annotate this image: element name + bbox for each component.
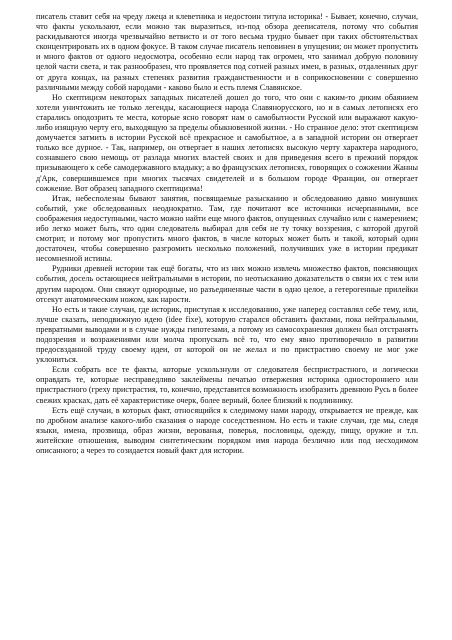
paragraph-1: писатель ставит себя на чреду лжеца и клеветника и недостоин титула историка! - Бывает, конечно, случаи, что факты ускользают, если можно так выразиться, из-под обзора деепиcателя, потому что события раскидываются иногда чрезвычайно ветвисто и от того весьма трудно бывает при таких обстоятельствах сконцентрировать их в одном фокусе. В таком случае писатель неповинен в упущении; он может пропустить и много фактов от одного недосмотра, особенно если народ так огромен, что занимал добрую половину целой части света, и так разнообразен, что проявляется под сотней разных имен, в разных, отдаленных друг от друга концах, на разных степенях развития гражданственности и в соприкосновении с совершенно различными между собой народами - каково было и есть племя Славянское. (36, 12, 418, 92)
paragraph-2: Но скептицизм некоторых западных писателей дошел до того, что они с каким-то диким обаянием хотели уничтожить не только легенды, касающиеся народа Славяноруcского, но и в самых летописях его старались оподозрить те места, которые ясно говорят нам о самобытности Русской или выражают какую-либо изящную черту его, выходящую за пределы обыкновенной жизни. - Но странное дело: этот скептицизм домучается затмить в истории Русской всё прекрасное и самобытное, а в западной истории он отвергает только все дурное. - Так, например, он отвергает в наших летописях высокую черту характера народного, сознавшего свою немощь от разлада многих властей своих и для приведения всего в прежний порядок призывающего к себе самодержавного владыку; а во французских летописях, говорящих о сожжении Жанны д'Арк, совершившемся при многих тысячах свидетелей и в большом городе Франции, он отвергает сожжение. Вот образец западного скептицизма! (36, 92, 418, 193)
paragraph-3: Итак, небесполезны бывают занятия, посвящаемые разысканию и обследованию давно минувших событий, уже обследованных неоднократно. Там, где почитают все источники исчерпанными, все соображения недоступными, часто можно найти еще много фактов, опущенных случайно или с намерением; ибо легко может быть, что один следователь выбирал для себя не ту точку воззрения, с которой другой смотрит, и потому мог пропустить много фактов, в числе которых может быть и такой, который один достаточен, чтобы совершенно разгромить несколько положений, получивших уже в истории предикат несомненной истины. (36, 193, 418, 264)
paragraph-6: Если собрать все те факты, которые ускользнули от следователя беспристрастного, и логически оправдать те, которые несправедливо заклеймены печатью отвержения историка одностороннего или пристрастного (греху пристрастия, то, конечно, представится возможность изобразить древнюю Русь в более свежих красках, дать её характеристике очерк, более верный, более близкий к подлиннику. (36, 365, 419, 405)
paragraph-4: Рудники древней истории так ещё богаты, что из них можно извлечь множество фактов, поясняющих события, досель остающиеся нейтральными в истории, по неотысканию доказательств о связи их с тем или другим народом. Они свяжут однородные, но разъединенные части в одно целое, а гетерогенные прилейки отсекут анатомическим ножом, как нарости. (36, 264, 418, 304)
paragraph-5: Но есть и такие случаи, где историк, приступая к исследованию, уже наперед составлял себе тему, или, лучше сказать, неподвижную идею (idee fixe), которую старался обставить фактами, пока нейтральными, превратными выводами и в случае нужды гипотезами, а потому из самосохранения должен был отстранять подозрения и возражениями или молча пропускать всё то, что ему явно противоречило в развитии предосвзданной труду своему идеи, от которой он не желал и по пристрастию своему не мог уже уклониться. (36, 304, 418, 365)
paragraph-7: Есть ещё случаи, в которых факт, относящийся к следимому нами народу, открывается не прежде, как по дробном анализе какого-либо сказания о народе соседственном. Но есть и такие случаи, где мы, следя языки, имена, прозвища, образ жизни, верованья, поверья, пословицы, одежду, пищу, оружие и т.п. житейские отношения, выводим синтетическим порядком имя народа безлично или под несходимом описанного; а через то созидается новый факт для истории. (36, 405, 418, 456)
document-page (36, 12, 418, 456)
